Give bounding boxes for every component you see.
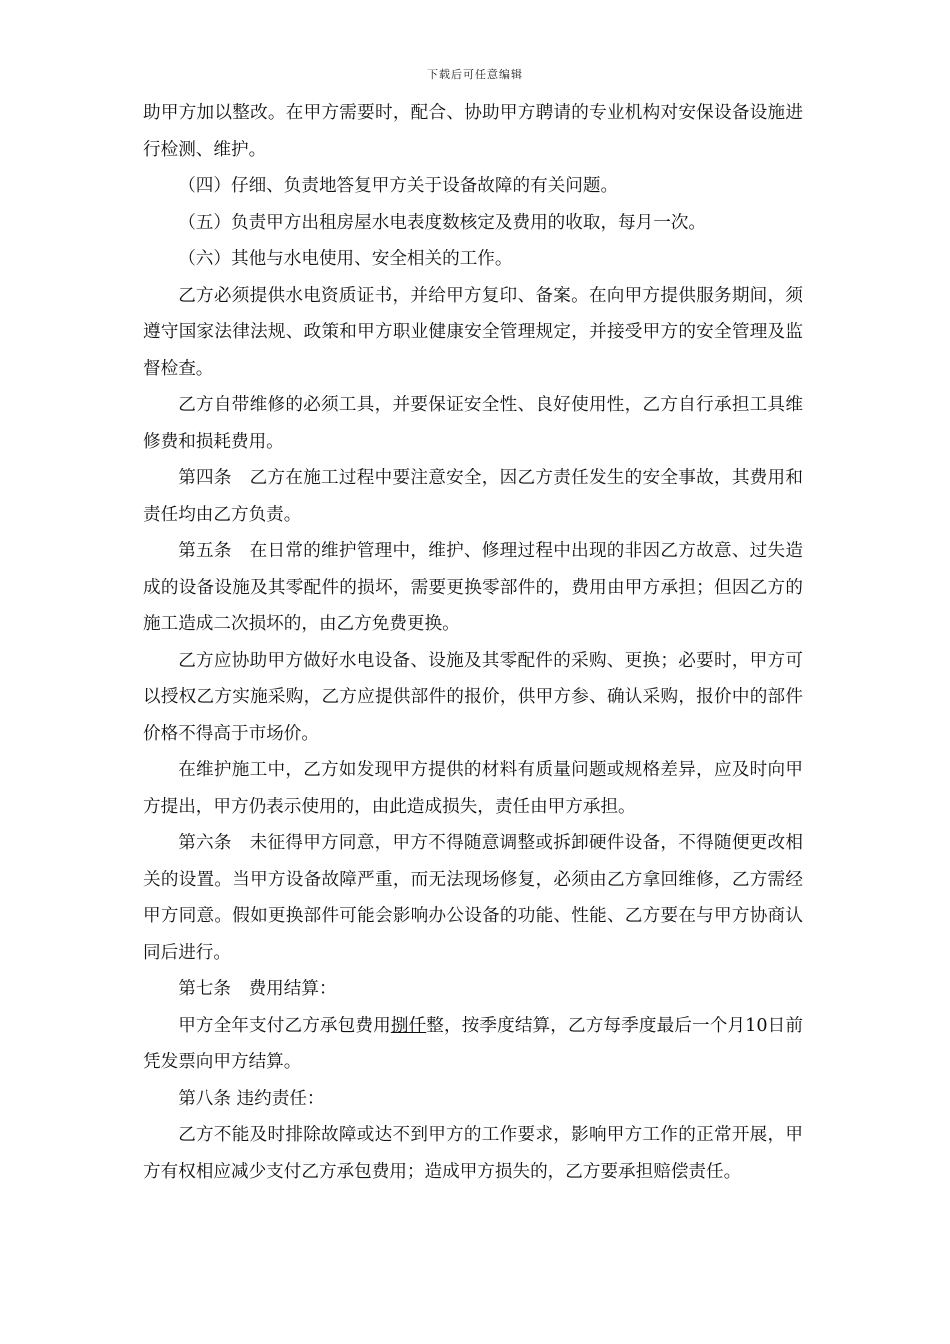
paragraph-article-4: 第四条 乙方在施工过程中要注意安全，因乙方责任发生的安全事故，其费用和责任均由乙方负责。: [143, 468, 803, 525]
paragraph-continuation: 助甲方加以整改。在甲方需要时，配合、协助甲方聘请的专业机构对安保设备设施进行检测、维护。: [143, 103, 803, 160]
paragraph-item-4: （四）仔细、负责地答复甲方关于设备故障的有关问题。: [178, 176, 619, 196]
paragraph-article-7-title: 第七条 费用结算：: [178, 979, 337, 999]
paragraph-fee-settlement: [143, 1008, 803, 1081]
paragraph-item-6: （六）其他与水电使用、安全相关的工作。: [178, 249, 513, 269]
paragraph-article-8-title: 第八条 违约责任：: [178, 1088, 325, 1109]
paragraph-tools: 乙方自带维修的必须工具，并要保证安全性、良好使用性，乙方自行承担工具维修费和损耗费用。: [143, 395, 803, 452]
paragraph-qualification: 乙方必须提供水电资质证书，并给甲方复印、备案。在向甲方提供服务期间，须遵守国家法律法规、政策和甲方职业健康安全管理规定，并接受甲方的安全管理及监督检查。: [143, 285, 803, 379]
paragraph-procurement: 乙方应协助甲方做好水电设备、设施及其零配件的采购、更换；必要时，甲方可以授权乙方实施采购，乙方应提供部件的报价，供甲方参、确认采购，报价中的部件价格不得高于市场价。: [143, 650, 803, 744]
fee-amount: 捌仟: [390, 1015, 427, 1036]
paragraph-breach: 乙方不能及时排除故障或达不到甲方的工作要求，影响甲方工作的正常开展，甲方有权相应减少支付乙方承包费用；造成甲方损失的，乙方要承担赔偿责任。: [143, 1125, 803, 1182]
paragraph-item-5: （五）负责甲方出租房屋水电表度数核定及费用的收取，每月一次。: [178, 212, 707, 233]
page-header-note: 下载后可任意编辑: [427, 68, 523, 81]
paragraph-article-6: 第六条 未征得甲方同意，甲方不得随意调整或拆卸硬件设备，不得随便更改相关的设置。当甲方设备故障严重，而无法现场修复，必须由乙方拿回维修，乙方需经甲方同意。假如更换部件可能会影响办公设备的功能、性能、乙方要在与甲方协商认同后进行。: [143, 833, 803, 963]
fee-text-after: 整，按季度结算，乙方每季度最后一个月10日前凭发票向甲方结算。: [143, 1015, 803, 1072]
document-body: [143, 95, 803, 1190]
paragraph-article-5: 第五条 在日常的维护管理中，维护、修理过程中出现的非因乙方故意、过失造成的设备设施及其零配件的损坏，需要更换零部件的，费用由甲方承担；但因乙方的施工造成二次损坏的，由乙方免费更换。: [143, 541, 803, 634]
paragraph-materials: 在维护施工中，乙方如发现甲方提供的材料有质量问题或规格差异，应及时向甲方提出，甲方仍表示使用的，由此造成损失，责任由甲方承担。: [143, 760, 803, 817]
fee-text-before: 甲方全年支付乙方承包费用: [178, 1015, 391, 1036]
